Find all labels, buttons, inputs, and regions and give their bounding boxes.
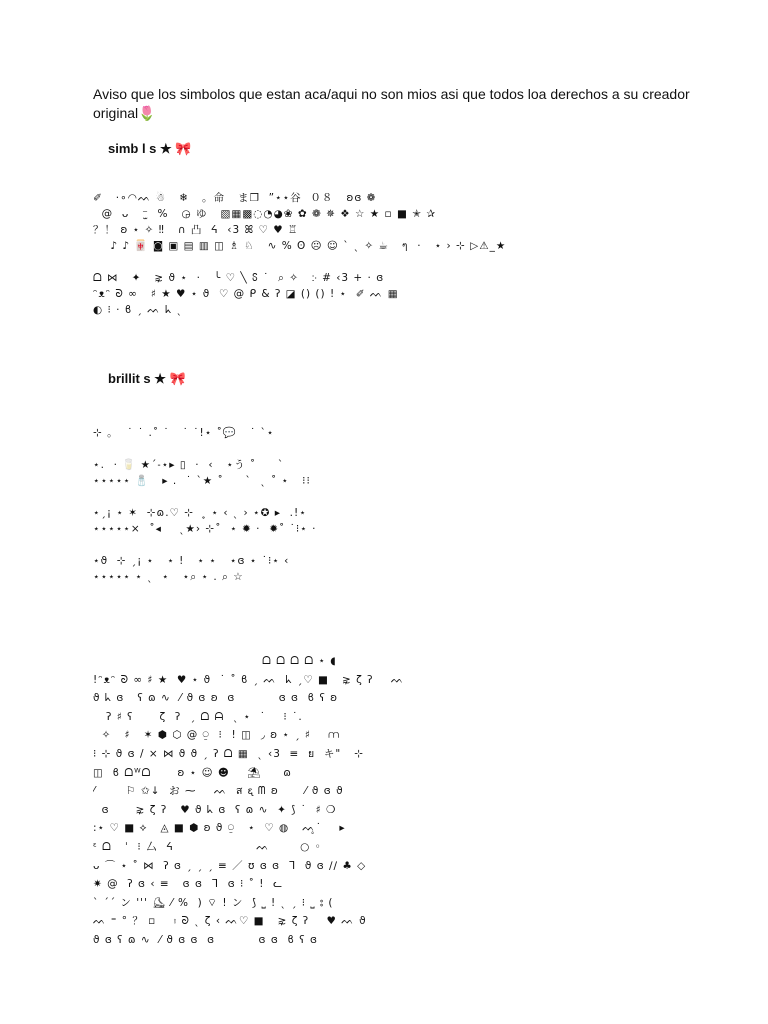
symbol-row: ⋆. · 🥛 ★ˊ˗⋆▸ ▯ · ‹ ⋆う ˚ ˋ xyxy=(93,459,285,471)
symbols-block xyxy=(93,190,683,318)
symbol-row: ᵔᴥᵔ ᘐ ∞ ♯ ★ ♥ ⋆ ϑ ♡ @ ᑭ & ʔ ◪ () () ! ⋆ ✐ ᨓ ▦ xyxy=(93,288,399,300)
symbol-row: ᴗ ⌒ ⋆ ˚ ⋈ ʔ ɞ ˏ ˏ ˏ ≡ ／ ʊ ɞ ɞ ᒣ ϑ ɞ ∕∕ ♣ ◇ xyxy=(93,859,367,872)
section-heading-symbols xyxy=(108,141,191,157)
symbol-row: ◐ ⁝ · ϐ ˏ ᨓ ᖾ ˎ xyxy=(93,304,183,316)
symbol-row: ？！ ʚ ⋆ ✧ ‼ ∩ 凸 ᔦ ‹3 ꕤ ♡ ♥ ♖ xyxy=(93,224,299,236)
symbol-row: ⋆⋆⋆⋆⋆ 🧂 ▸ . ˙ ˋ★ ˚ ˋ ˎ ˚ ⋆ ⁝⁝ xyxy=(93,475,311,487)
symbol-row xyxy=(93,441,683,457)
symbol-row: ɞ ⋧ ζ ʔ ♥ ϑ ᖾ ɞ ʕ ɷ ∿ ✦ ⟆ ˙ ♯ ❍ xyxy=(93,803,337,816)
symbol-row: ⁝ ⊹ ϑ ɞ / × ⋈ ϑ ϑ ˏ ʔ ᗝ ▦ ˎ ‹3 ≡ ย キ" ⊹ xyxy=(93,747,365,760)
symbol-row: :⋆ ♡ ■ ⟡ ◬ ■ ⬢ ʚ ϑ ⍜ ⋆ ♡ ◍ ᨓ̥˙ ▸ xyxy=(93,822,346,835)
section-heading-text: brillit s ★ xyxy=(108,371,170,386)
symbol-row: ⋆⋆⋆⋆⋆× ˚◂ ˎ★› ⊹˚ ⋆ ✹ · ✹˚ ˙⁝⋆ · xyxy=(93,523,317,535)
symbol-row: ♪ ♪ 🀄 ◙ ▣ ▤ ▥ ◫ ♗ ♘ ∿ % ʘ ☹ ☺ ˋ ˎ ✧ ☕ ๆ · ⋆ › ⊹ ▷⚠_★ xyxy=(93,240,507,252)
symbol-row: !ᵔᴥᵔ ᘐ ∞ ♯ ★ ♥ ⋆ ϑ ˙ ˚ ϐ ˏ ᨓ ᖾ ˏ♡ ■ ⋧ ζ ʔ ᨓ xyxy=(93,673,405,686)
symbol-row xyxy=(93,489,683,505)
symbol-row: ᵋ ᗝ ˈ ⁝ 厶 ᔦ ᨓ ○ ◦ xyxy=(93,840,322,853)
section-heading-sparkles xyxy=(108,371,186,387)
mixed-symbols-block xyxy=(93,652,683,950)
bow-icon: 🎀 xyxy=(169,371,186,386)
symbol-row xyxy=(93,254,683,270)
symbol-row: ⋆ϑ ⊹ ˏ¡ ⋆ ⋆ ! ⋆ ⋆ ⋆ɞ ⋆ ˙⁝⋆ ‹ xyxy=(93,555,290,567)
symbol-row xyxy=(93,537,683,553)
symbol-row: ✐ ·∘◠ᨓ ☃ ❄ 。命 ま❐ ”⋆⋆谷 ０８ ʚɞ ❁ xyxy=(93,192,377,204)
symbol-row: ⁄ ⚐ ✩↓ お ⁓ ᨓ ส ᶓ ᗰ ʚ ⁄ ϑ ɞ ϑ xyxy=(93,785,344,798)
symbol-row: ᗝ ᗝ ᗝ ᗝ ⋆ ◖ xyxy=(93,655,337,667)
symbol-row: ✷ @ ʔ ɞ ‹ ≡ ɞ ɞ ᒣ ɞ ⁝ ˚ ! ᓚ xyxy=(93,878,284,891)
sparkles-block xyxy=(93,425,683,585)
symbol-row: ϑ ɞ ʕ ɷ ∿ ⁄ ϑ ɞ ɞ ɞ ɞ ɞ ϐ ʕ ɞ xyxy=(93,933,318,946)
symbol-row: ⊹ 。 ˙ ˙ .˚ ˙ ˙ ˙!⋆ ˚💬 ˙ ˋ⋆ xyxy=(93,427,275,439)
symbol-row: ʔ ♯ ʕ ζ ʔ ˏ ᗝ ᗩ ˎ ⋆ ˙ ⁝ ˙. xyxy=(93,710,303,723)
symbol-row: ✧ ♯ ✶ ⬢ ⬡ @ ⍜ ⁝ ! ◫ ◞ ʚ ⋆ ˏ ♯ ⩋ xyxy=(93,729,340,742)
symbol-row: @ ᴗ ⁻̫ % ◶ ゆ ▧▦▩◌◔◕❀ ✿ ❁ ✵ ❖ ☆ ★ ▫ ■ ✭ ✰ xyxy=(93,208,437,220)
symbol-row: ᗝ ⋈ ✦ ⋧ ϑ ⋆ · ╰ ♡ ╲ ჽ ˙ ⌕ ✧ ჻ # ‹3 + · ɞ xyxy=(93,272,385,284)
symbol-row: ⋆⋆⋆⋆⋆ ⋆ ˎ ⋆ ⋆⌕ ⋆ . ⌕ ☆ xyxy=(93,571,244,583)
symbol-row: ⋆ˏ¡ ⋆ ✶ ⊹ɷ.♡ ⊹ ̥ ⋆ ‹ ˎ › ⋆✪ ▸ .!⋆ xyxy=(93,507,307,519)
symbol-row: ˋ ˊˊ ン ''' ⛸ ⁄ % ) ⌔ ! ン ⟆ ⎵ ! ˎ ˏ ⁝ ⎵ ⦂ ( xyxy=(93,896,334,909)
symbol-row: ◫ ϐ ᗝᵂᗝ ʚ ⋆ ☺ ☻ ⛱ ɷ xyxy=(93,766,292,779)
intro-paragraph xyxy=(93,85,713,123)
symbol-row: ᨓ ⁼ ° ？ ▫ ⦂ ᘐ ˎ ζ ‹ ᨓ♡ ■ ⋧ ζ ʔ ♥ ᨓ ϑ xyxy=(93,915,367,928)
section-heading-text: simb l s ★ xyxy=(108,141,176,156)
tulip-icon: 🌷 xyxy=(138,105,156,121)
intro-text: Aviso que los simbolos que estan aca/aqui no son mios asi que todos loa derechos a su creador original xyxy=(93,86,690,121)
symbol-row: ϑ ᖾ ɞ ʕ ɷ ∿ ⁄ ϑ ɞ ʚ ɞ ɞ ɞ ϐ ʕ ʚ xyxy=(93,692,339,705)
bow-icon: 🎀 xyxy=(175,141,192,156)
